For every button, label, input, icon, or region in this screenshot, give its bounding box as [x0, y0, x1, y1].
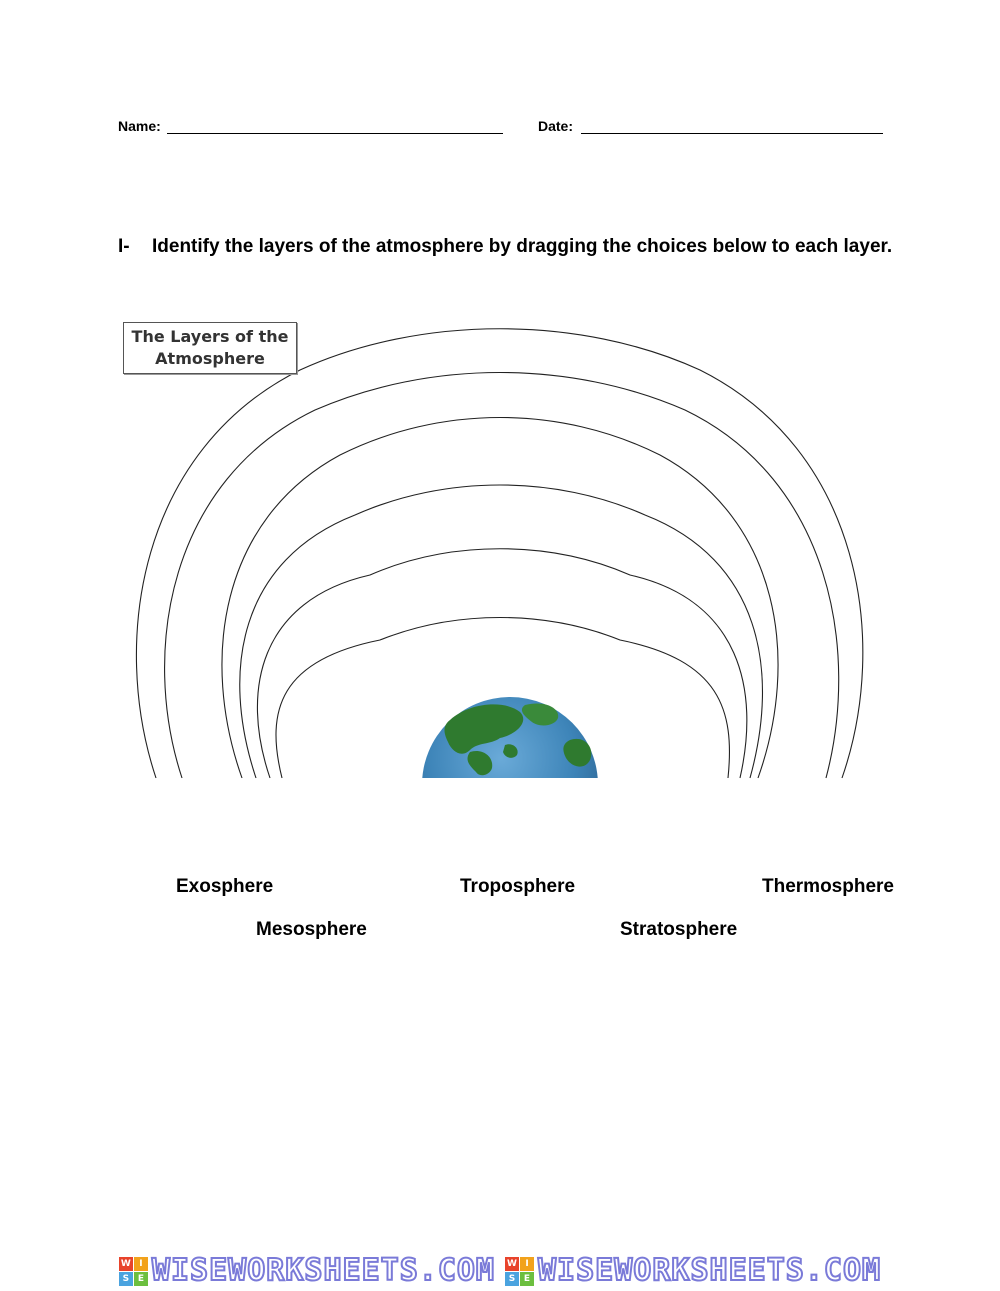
brand-wordmark: WISEWORKSHEETS.COM: [151, 1253, 495, 1288]
choice-mesosphere[interactable]: Mesosphere: [256, 919, 367, 940]
earth-image: [422, 697, 598, 790]
diagram-title-line-2: Atmosphere: [155, 349, 265, 368]
choice-thermosphere[interactable]: Thermosphere: [762, 876, 894, 897]
footer-brand-unit: [505, 1254, 881, 1288]
logo-letter: S: [119, 1272, 133, 1286]
name-field[interactable]: [118, 118, 503, 134]
choice-exosphere[interactable]: Exosphere: [176, 876, 274, 897]
wise-logo-icon: [505, 1257, 534, 1286]
logo-letter: E: [134, 1272, 148, 1286]
choice-stratosphere[interactable]: Stratosphere: [620, 919, 738, 940]
footer-watermark: [0, 1254, 1000, 1288]
logo-letter: S: [505, 1272, 519, 1286]
name-blank-line[interactable]: [167, 119, 503, 134]
date-field[interactable]: [538, 118, 883, 134]
question-instruction: [118, 236, 892, 258]
wise-logo-icon: [119, 1257, 148, 1286]
logo-letter: W: [505, 1257, 519, 1271]
choice-troposphere[interactable]: Troposphere: [460, 876, 576, 897]
logo-letter: E: [520, 1272, 534, 1286]
header-row: [118, 118, 898, 142]
question-number: I-: [118, 236, 130, 257]
diagram-title-line-1: The Layers of the: [131, 327, 289, 346]
diagram-title-box: [123, 322, 297, 374]
logo-letter: I: [134, 1257, 148, 1271]
date-label: Date:: [538, 118, 574, 134]
question-text: Identify the layers of the atmosphere by dragging the choices below to each layer.: [152, 236, 893, 257]
footer-brand-unit: [119, 1254, 495, 1288]
logo-letter: I: [520, 1257, 534, 1271]
date-blank-line[interactable]: [581, 119, 883, 134]
logo-letter: W: [119, 1257, 133, 1271]
brand-wordmark: WISEWORKSHEETS.COM: [538, 1253, 882, 1288]
name-label: Name:: [118, 118, 161, 134]
